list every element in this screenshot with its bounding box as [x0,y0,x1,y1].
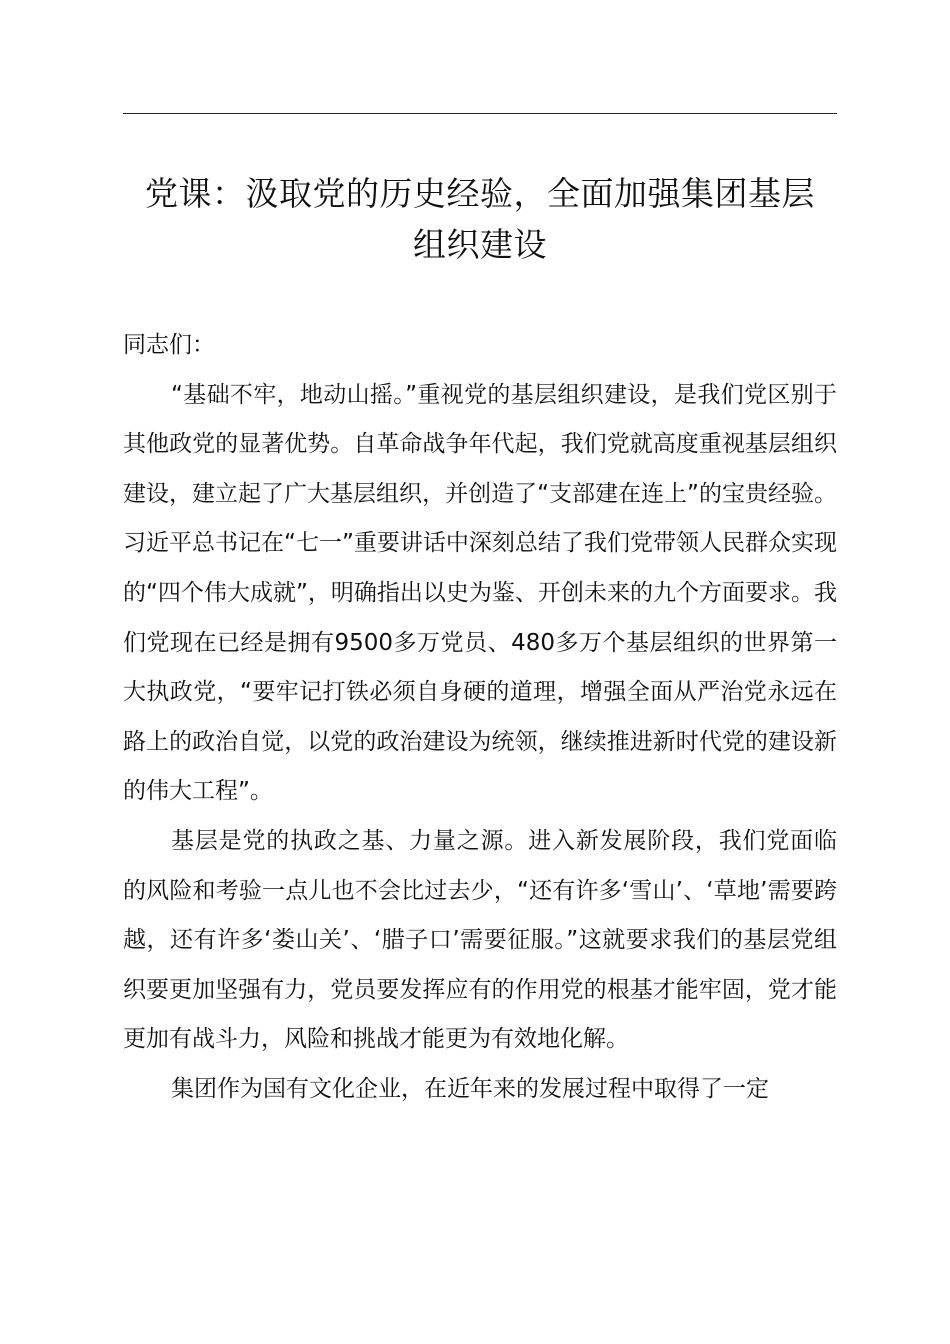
greeting: 同志们： [123,332,215,358]
title-line-2: 组织建设 [413,225,547,264]
document-body [123,321,837,1115]
paragraph-1: “基础不牢，地动山摇。”重视党的基层组织建设，是我们党区别于其他政党的显著优势。自革命战争年代起，我们党就高度重视基层组织建设，建立起了广大基层组织，并创造了“支部建在连上”的宝贵经验。习近平总书记在“七一”重要讲话中深刻总结了我们党带领人民群众实现的“四个伟大成就”，明确指出以史为鉴、开创未来的九个方面要求。我们党现在已经是拥有9500多万党员、480多万个基层组织的世界第一大执政党，“要牢记打铁必须自身硬的道理，增强全面从严治党永远在路上的政治自觉，以党的政治建设为统领，继续推进新时代党的建设新的伟大工程”。 [123,381,837,805]
header-rule [123,113,837,114]
paragraph-3: 集团作为国有文化企业，在近年来的发展过程中取得了一定 [171,1075,769,1102]
paragraph-2: 基层是党的执政之基、力量之源。进入新发展阶段，我们党面临的风险和考验一点儿也不会比过去少，“还有许多‘雪山’、‘草地’需要跨越，还有许多‘娄山关’、‘腊子口’需要征服。”这就要求我们的基层党组织要更加坚强有力，党员要发挥应有的作用党的根基才能牢固，党才能更加有战斗力，风险和挑战才能更为有效地化解。 [123,827,837,1053]
title-line-1: 党课：汲取党的历史经验，全面加强集团基层 [145,174,815,213]
document-title [110,168,850,270]
